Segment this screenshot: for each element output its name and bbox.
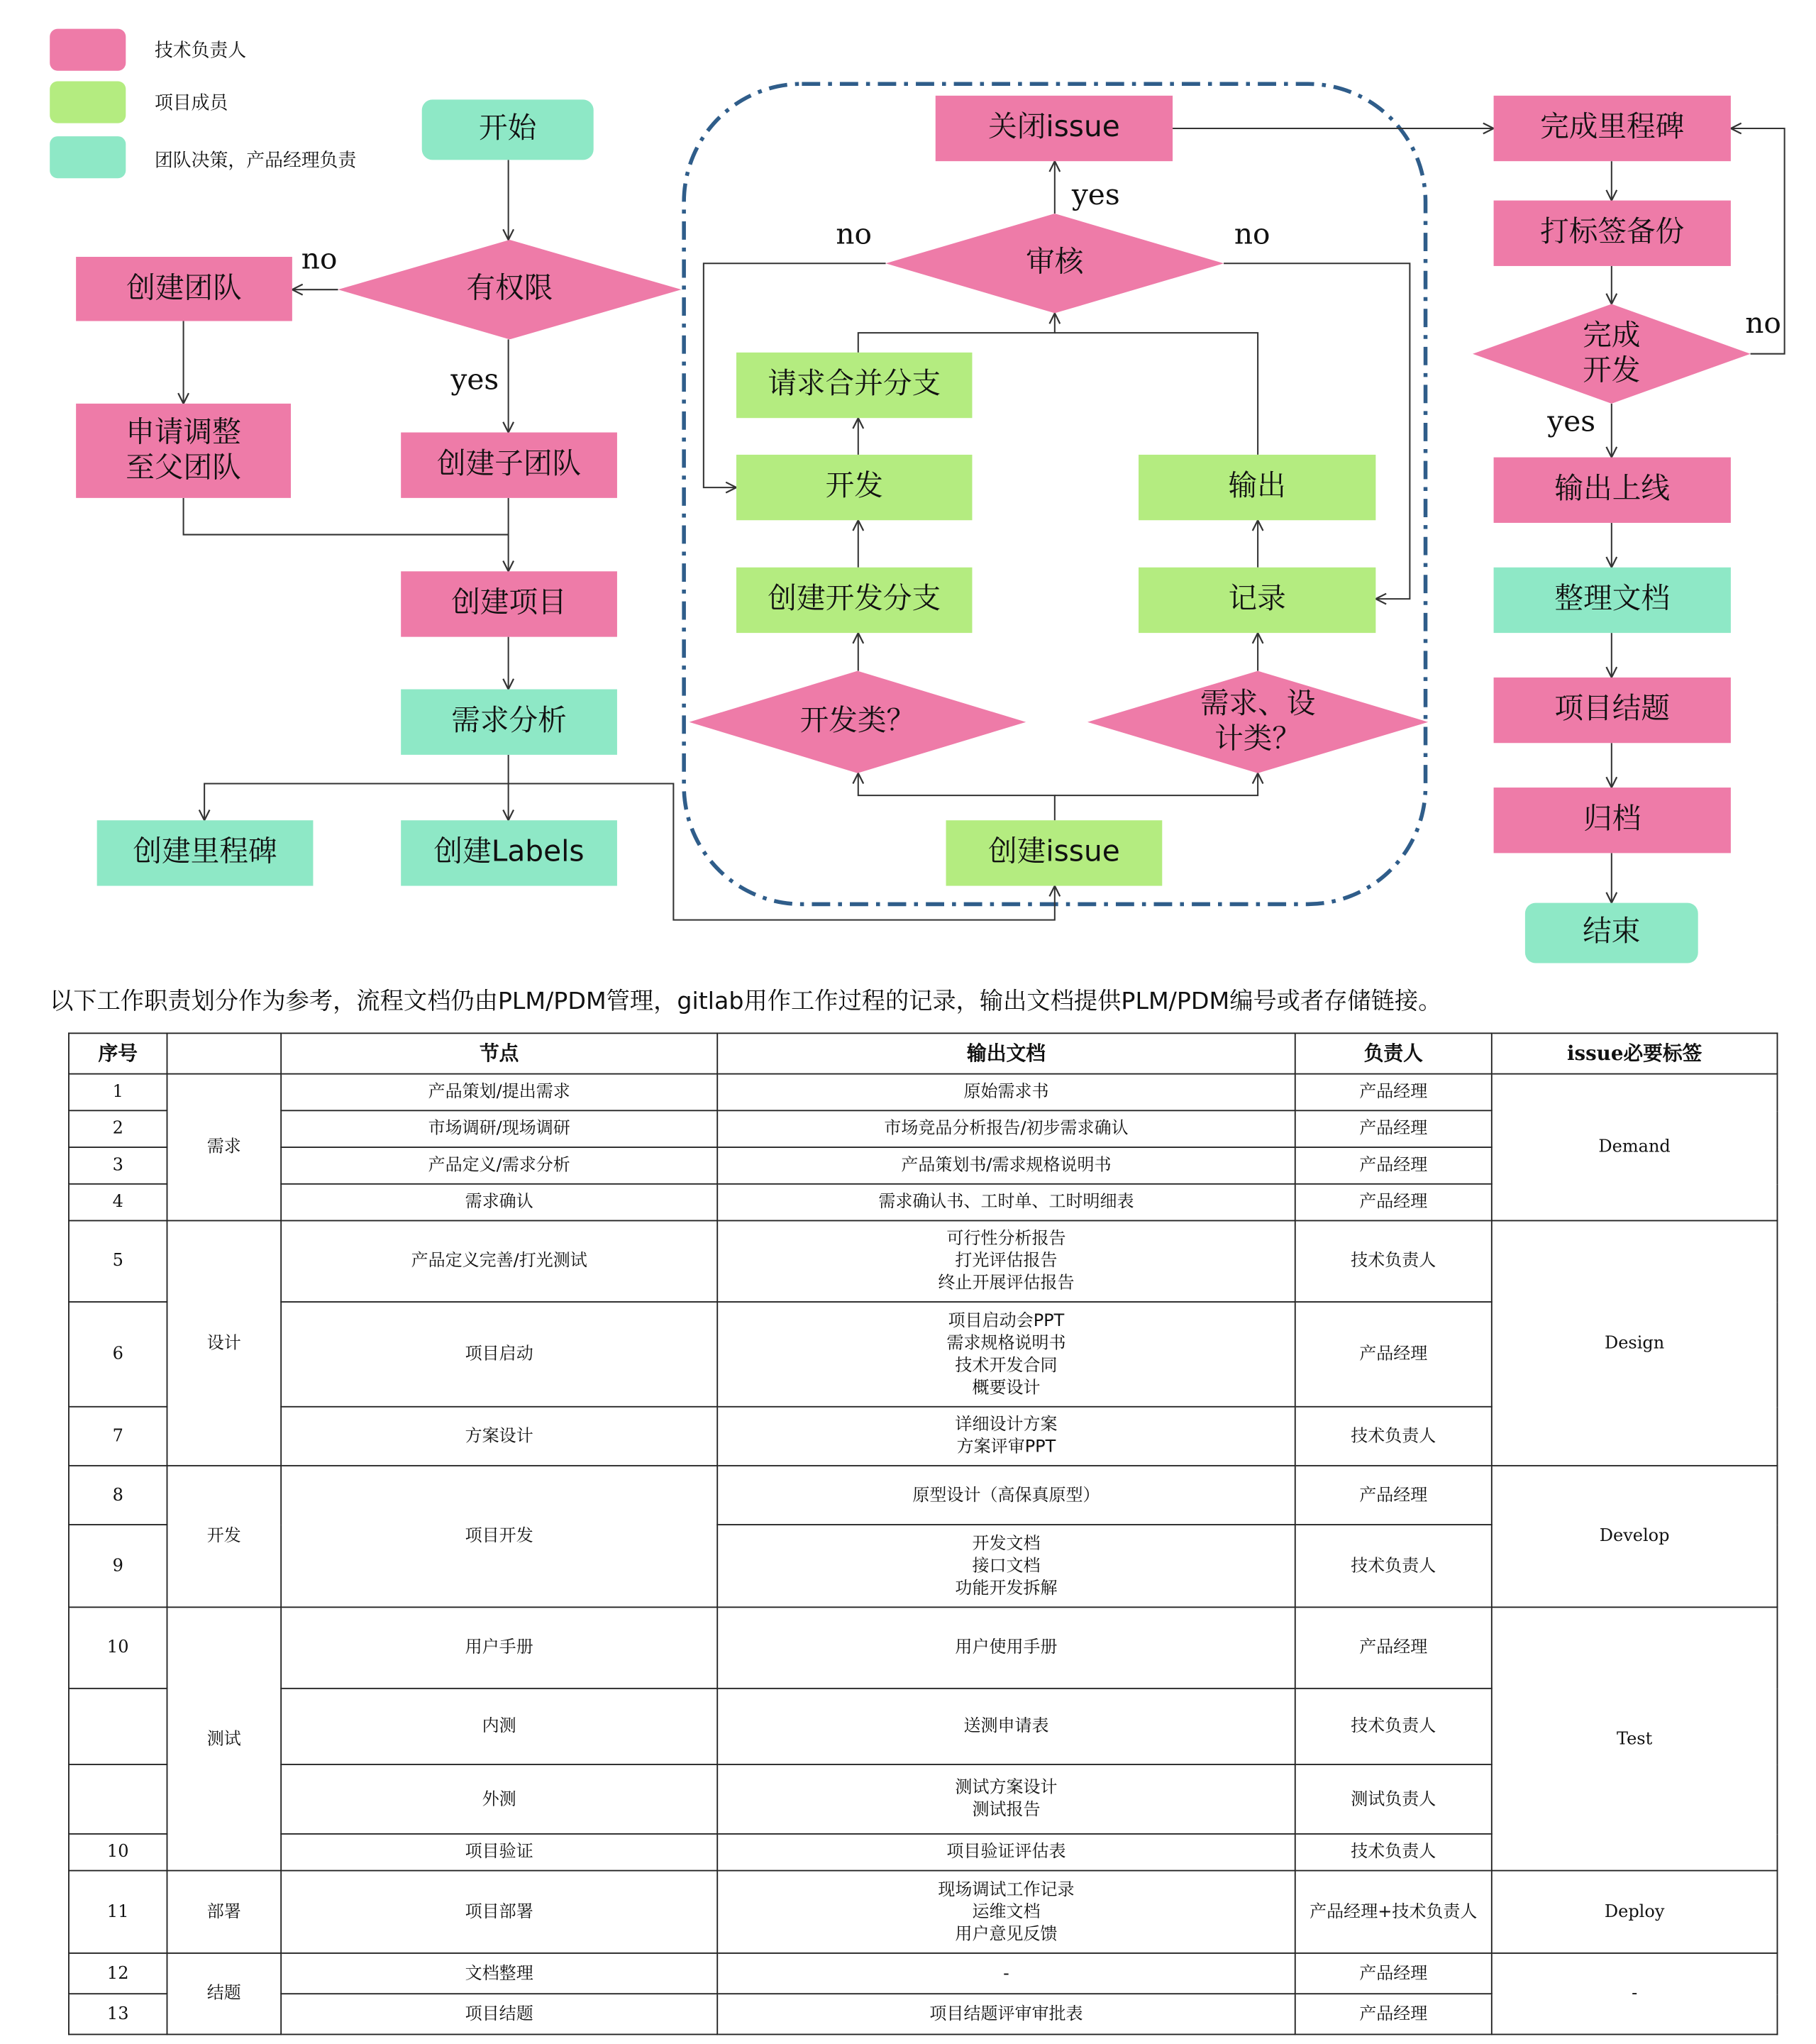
cell-owner: 产品经理 bbox=[1295, 1607, 1492, 1689]
cell-node: 项目部署 bbox=[281, 1871, 717, 1953]
cell-owner: 技术负责人 bbox=[1295, 1834, 1492, 1871]
cell-doc: 需求确认书、工时单、工时明细表 bbox=[717, 1184, 1295, 1221]
decision-dev-done bbox=[1473, 304, 1751, 404]
arrow-output-to-review bbox=[1055, 333, 1258, 455]
node-release: 输出上线 bbox=[1494, 458, 1731, 523]
cell-doc: 用户使用手册 bbox=[717, 1607, 1295, 1689]
cell-index: 3 bbox=[69, 1147, 167, 1184]
node-merge-request: 请求合并分支 bbox=[736, 353, 972, 418]
node-close-issue: 关闭issue bbox=[936, 96, 1173, 161]
table-header-row bbox=[69, 1033, 1777, 1073]
table-row bbox=[69, 1466, 1777, 1525]
edge-label-permission-no: no bbox=[301, 243, 338, 277]
cell-owner: 产品经理 bbox=[1295, 1147, 1492, 1184]
edge-label-review-no-left: no bbox=[836, 219, 873, 252]
cell-doc: 送测申请表 bbox=[717, 1689, 1295, 1764]
table-row bbox=[69, 1074, 1777, 1111]
cell-node: 需求确认 bbox=[281, 1184, 717, 1221]
table-row bbox=[69, 1871, 1777, 1953]
cell-node: 产品定义/需求分析 bbox=[281, 1147, 717, 1184]
table-row bbox=[69, 1607, 1777, 1689]
arrow-apply-to-project bbox=[184, 498, 509, 535]
cell-owner: 产品经理 bbox=[1295, 1953, 1492, 1994]
cell-doc: 现场调试工作记录 运维文档 用户意见反馈 bbox=[717, 1871, 1295, 1953]
cell-tag: Deploy bbox=[1492, 1871, 1778, 1953]
edge-label-devdone-yes: yes bbox=[1547, 406, 1596, 439]
cell-index: 13 bbox=[69, 1994, 167, 2034]
cell-phase: 结题 bbox=[167, 1953, 281, 2035]
cell-phase: 部署 bbox=[167, 1871, 281, 1953]
arrow-merge-to-review bbox=[858, 313, 1055, 352]
decision-has-permission-label: 有权限 bbox=[466, 272, 553, 306]
cell-index: 6 bbox=[69, 1302, 167, 1407]
edge-label-devdone-no: no bbox=[1745, 308, 1781, 341]
node-end: 结束 bbox=[1525, 903, 1698, 963]
cell-owner: 技术负责人 bbox=[1295, 1525, 1492, 1607]
cell-index: 7 bbox=[69, 1407, 167, 1466]
header-output-doc: 输出文档 bbox=[717, 1033, 1295, 1073]
cell-doc: - bbox=[717, 1953, 1295, 1994]
node-apply-adjust: 申请调整 至父团队 bbox=[76, 404, 291, 498]
node-create-project: 创建项目 bbox=[401, 571, 617, 636]
decision-review-label: 审核 bbox=[1026, 246, 1084, 280]
decision-is-design bbox=[1087, 671, 1428, 773]
cell-index: 11 bbox=[69, 1871, 167, 1953]
cell-index: 1 bbox=[69, 1074, 167, 1111]
cell-doc: 项目验证评估表 bbox=[717, 1834, 1295, 1871]
arrow-analysis-to-milestone bbox=[204, 784, 509, 821]
node-develop: 开发 bbox=[736, 455, 972, 520]
cell-owner: 产品经理 bbox=[1295, 1994, 1492, 2034]
cell-doc: 项目启动会PPT 需求规格说明书 技术开发合同 概要设计 bbox=[717, 1302, 1295, 1407]
cell-node: 外测 bbox=[281, 1764, 717, 1834]
cell-tag: - bbox=[1492, 1953, 1778, 2035]
node-tag-backup: 打标签备份 bbox=[1494, 201, 1731, 266]
cell-index: 9 bbox=[69, 1525, 167, 1607]
legend-label-team-decision: 团队决策，产品经理负责 bbox=[154, 150, 357, 172]
cell-tag: Test bbox=[1492, 1607, 1778, 1870]
decision-is-dev bbox=[690, 671, 1026, 773]
cell-index bbox=[69, 1764, 167, 1834]
header-index: 序号 bbox=[69, 1033, 167, 1073]
cell-owner: 技术负责人 bbox=[1295, 1220, 1492, 1302]
cell-owner: 产品经理 bbox=[1295, 1110, 1492, 1147]
node-create-subteam: 创建子团队 bbox=[401, 433, 617, 498]
node-record: 记录 bbox=[1139, 568, 1375, 633]
legend-label-member: 项目成员 bbox=[154, 93, 228, 114]
cell-node: 方案设计 bbox=[281, 1407, 717, 1466]
decision-dev-done-label: 完成 开发 bbox=[1583, 319, 1641, 388]
cell-node: 用户手册 bbox=[281, 1607, 717, 1689]
legend-swatch-tech-lead bbox=[50, 29, 126, 71]
node-output: 输出 bbox=[1139, 455, 1375, 520]
node-complete-milestone: 完成里程碑 bbox=[1494, 96, 1731, 161]
cell-index: 8 bbox=[69, 1466, 167, 1525]
cell-index: 4 bbox=[69, 1184, 167, 1221]
cell-index: 2 bbox=[69, 1110, 167, 1147]
node-start: 开始 bbox=[422, 99, 594, 160]
node-organize-docs: 整理文档 bbox=[1494, 568, 1731, 633]
decision-review bbox=[886, 214, 1224, 313]
cell-node: 文档整理 bbox=[281, 1953, 717, 1994]
cell-owner: 测试负责人 bbox=[1295, 1764, 1492, 1834]
cell-phase: 开发 bbox=[167, 1466, 281, 1607]
cell-node: 产品策划/提出需求 bbox=[281, 1074, 717, 1111]
cell-index: 10 bbox=[69, 1607, 167, 1689]
cell-node: 内测 bbox=[281, 1689, 717, 1764]
node-archive: 归档 bbox=[1494, 788, 1731, 853]
cell-index: 12 bbox=[69, 1953, 167, 1994]
cell-tag: Demand bbox=[1492, 1074, 1778, 1221]
node-create-dev-branch: 创建开发分支 bbox=[736, 568, 972, 633]
legend-swatch-member bbox=[50, 82, 126, 123]
edge-label-review-yes: yes bbox=[1071, 179, 1120, 213]
cell-node: 项目启动 bbox=[281, 1302, 717, 1407]
edge-label-review-no-right: no bbox=[1234, 219, 1270, 252]
cell-phase: 设计 bbox=[167, 1220, 281, 1465]
node-create-team: 创建团队 bbox=[76, 257, 292, 321]
cell-tag: Develop bbox=[1492, 1466, 1778, 1607]
cell-doc: 详细设计方案 方案评审PPT bbox=[717, 1407, 1295, 1466]
cell-index: 5 bbox=[69, 1220, 167, 1302]
arrow-issue-to-dev bbox=[858, 773, 1055, 820]
cell-doc: 可行性分析报告 打光评估报告 终止开展评估报告 bbox=[717, 1220, 1295, 1302]
cell-doc: 产品策划书/需求规格说明书 bbox=[717, 1147, 1295, 1184]
cell-phase: 测试 bbox=[167, 1607, 281, 1870]
cell-node: 市场调研/现场调研 bbox=[281, 1110, 717, 1147]
cell-owner: 产品经理 bbox=[1295, 1074, 1492, 1111]
cell-doc: 原始需求书 bbox=[717, 1074, 1295, 1111]
decision-is-design-label: 需求、设 计类？ bbox=[1200, 687, 1316, 756]
header-phase bbox=[167, 1033, 281, 1073]
responsibility-table bbox=[68, 1032, 1778, 2035]
cell-phase: 需求 bbox=[167, 1074, 281, 1221]
cell-node: 产品定义完善/打光测试 bbox=[281, 1220, 717, 1302]
arrow-review-no-to-record bbox=[1224, 263, 1410, 599]
table-row bbox=[69, 1953, 1777, 1994]
cell-owner: 产品经理 bbox=[1295, 1466, 1492, 1525]
legend-label-tech-lead: 技术负责人 bbox=[154, 40, 247, 62]
decision-has-permission bbox=[338, 240, 682, 339]
node-project-close: 项目结题 bbox=[1494, 678, 1731, 743]
cell-tag: Design bbox=[1492, 1220, 1778, 1465]
cell-node: 项目开发 bbox=[281, 1466, 717, 1607]
cell-doc: 项目结题评审审批表 bbox=[717, 1994, 1295, 2034]
header-node: 节点 bbox=[281, 1033, 717, 1073]
node-create-issue: 创建issue bbox=[946, 820, 1163, 885]
cell-owner: 技术负责人 bbox=[1295, 1407, 1492, 1466]
cell-node: 项目结题 bbox=[281, 1994, 717, 2034]
header-issue-tag: issue必要标签 bbox=[1492, 1033, 1778, 1073]
header-owner: 负责人 bbox=[1295, 1033, 1492, 1073]
cell-index: 10 bbox=[69, 1834, 167, 1871]
node-create-labels: 创建Labels bbox=[401, 820, 617, 885]
edge-label-permission-yes: yes bbox=[450, 364, 499, 397]
cell-owner: 技术负责人 bbox=[1295, 1689, 1492, 1764]
cell-owner: 产品经理 bbox=[1295, 1302, 1492, 1407]
cell-doc: 市场竞品分析报告/初步需求确认 bbox=[717, 1110, 1295, 1147]
cell-doc: 测试方案设计 测试报告 bbox=[717, 1764, 1295, 1834]
legend-swatch-team-decision bbox=[50, 136, 126, 178]
cell-owner: 产品经理+技术负责人 bbox=[1295, 1871, 1492, 1953]
process-note: 以下工作职责划分作为参考，流程文档仍由PLM/PDM管理，gitlab用作工作过程的记录，输出文档提供PLM/PDM编号或者存储链接。 bbox=[50, 988, 1442, 1016]
cell-owner: 产品经理 bbox=[1295, 1184, 1492, 1221]
decision-is-dev-label: 开发类？ bbox=[799, 705, 916, 739]
node-create-milestone: 创建里程碑 bbox=[97, 820, 314, 885]
cell-doc: 原型设计（高保真原型） bbox=[717, 1466, 1295, 1525]
cell-index bbox=[69, 1689, 167, 1764]
node-requirement-analysis: 需求分析 bbox=[401, 690, 617, 755]
cell-node: 项目验证 bbox=[281, 1834, 717, 1871]
table-row bbox=[69, 1220, 1777, 1302]
arrow-issue-to-design bbox=[1055, 773, 1258, 795]
cell-doc: 开发文档 接口文档 功能开发拆解 bbox=[717, 1525, 1295, 1607]
